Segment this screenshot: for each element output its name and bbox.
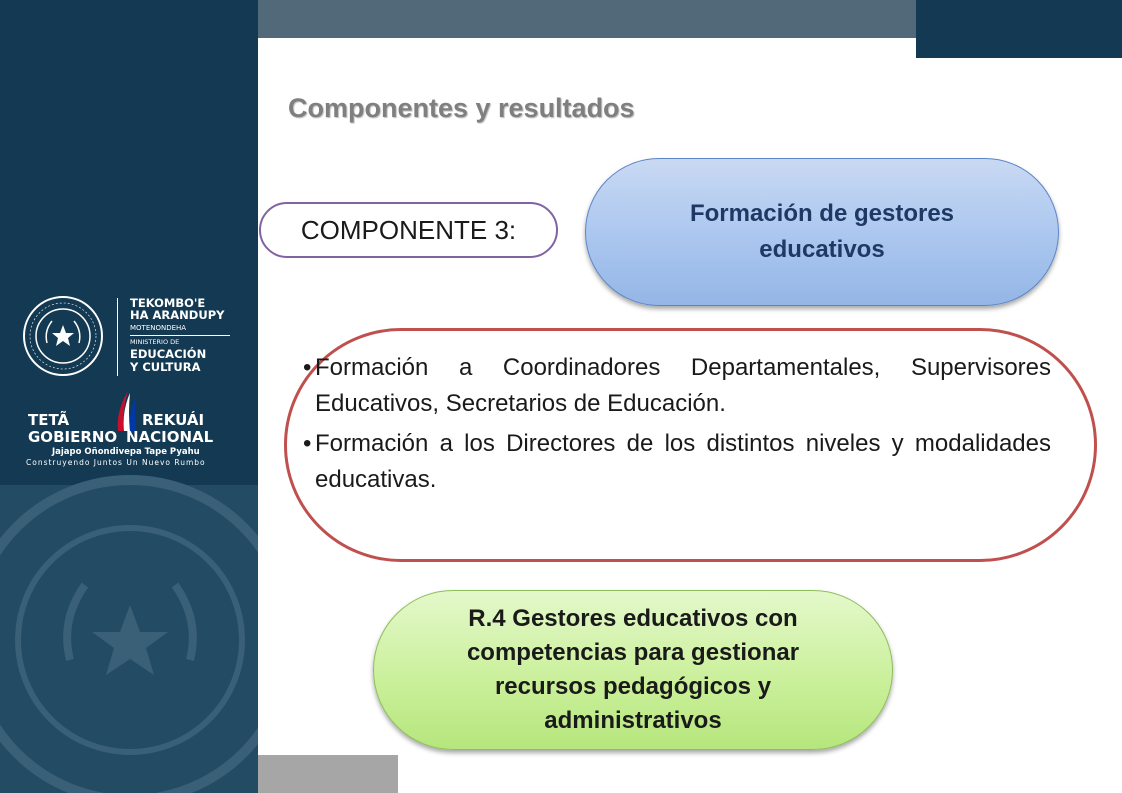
ministry-line-2: HA ARANDUPY	[130, 308, 225, 322]
gov-line-1a: TETÃ	[28, 411, 70, 429]
activities-list	[305, 350, 1051, 502]
component-label: COMPONENTE 3:	[300, 214, 517, 245]
activity-item: • Formación a los Directores de los distintos niveles y modalidades educativas.	[305, 426, 1051, 498]
gov-motto-guarani: Jajapo Oñondivepa Tape Pyahu	[52, 447, 200, 457]
component-label-box	[259, 202, 558, 258]
component-name: Formación de gestores educativos	[689, 200, 955, 263]
logo-divider	[117, 298, 118, 376]
seal-watermark-icon	[0, 470, 258, 793]
result-text: R.4 Gestores educativos con competencias para gestionar recursos pedagógicos y administrativos	[466, 605, 800, 734]
gov-line-2a: GOBIERNO	[28, 428, 118, 446]
gov-motto-spanish: Construyendo Juntos Un Nuevo Rumbo	[26, 458, 206, 467]
ministry-line-1: TEKOMBO'E	[130, 296, 206, 310]
result-pill	[373, 590, 893, 750]
ministry-line-5: EDUCACIÓN	[130, 347, 207, 361]
slide-title: Componentes y resultados	[288, 93, 635, 123]
top-bar	[258, 0, 916, 38]
ministry-line-6: Y CULTURA	[130, 360, 201, 374]
ministry-rule	[130, 335, 230, 336]
gov-line-1b: REKUÁI	[142, 411, 205, 429]
activity-item: • Formación a Coordinadores Departamentales, Supervisores Educativos, Secretarios de Educación.	[305, 350, 1051, 422]
bottom-bar	[258, 755, 398, 793]
top-bar-corner	[916, 0, 1122, 58]
gov-line-2b: NACIONAL	[126, 428, 214, 446]
ministry-line-3: MOTENONDEHA	[130, 324, 187, 332]
component-name-pill	[585, 158, 1059, 306]
ministry-line-4: MINISTERIO DE	[130, 338, 180, 346]
ministry-logo-block	[22, 295, 247, 470]
seal-icon	[22, 295, 104, 377]
